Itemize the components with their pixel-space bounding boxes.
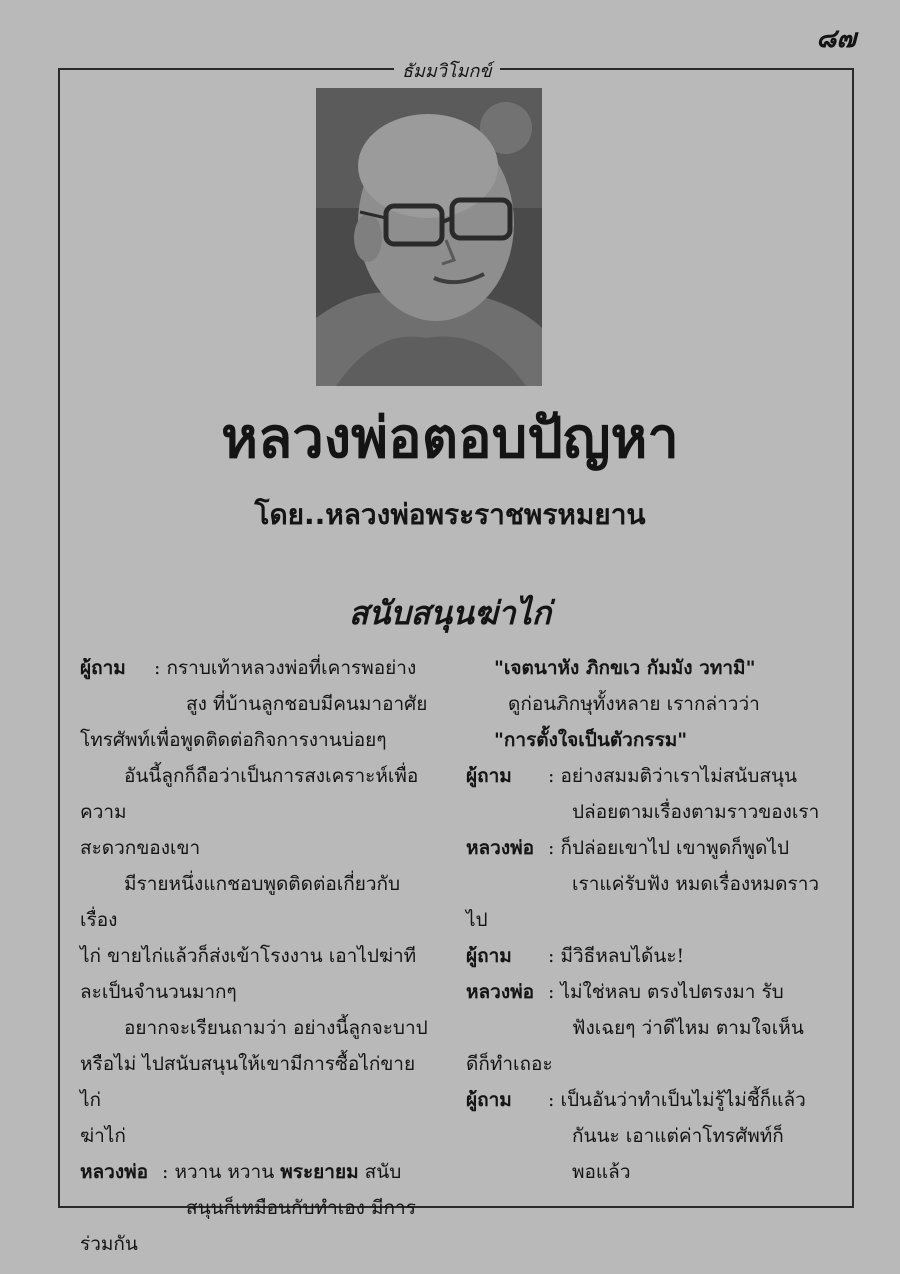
text-line: อยากจะเรียนถามว่า อย่างนี้ลูกจะบาป — [124, 1017, 428, 1039]
text-line: อย่างสมมติว่าเราไม่สนับสนุน — [560, 765, 797, 787]
speaker-label: ผู้ถาม — [80, 657, 126, 679]
text-line: ปล่อยตามเรื่องตามราวของเรา — [572, 801, 820, 823]
text-line: อันนี้ลูกก็ถือว่าเป็นการสงเคราะห์เพื่อความ — [80, 765, 419, 823]
text-line: ฆ่าไก่ — [80, 1125, 126, 1147]
text-line: ไม่ใช่หลบ ตรงไปตรงมา รับ — [560, 981, 784, 1003]
quote-translation: ดูก่อนภิกษุทั้งหลาย เรากล่าวว่า — [508, 693, 760, 715]
text-line: เราแค่รับฟัง หมดเรื่องหมดราว — [572, 873, 820, 895]
speaker-label: หลวงพ่อ — [466, 981, 535, 1003]
text-line: ดีก็ทำเถอะ — [466, 1053, 553, 1075]
reply-3 — [466, 974, 826, 1010]
byline: โดย..หลวงพ่อพระราชพรหมยาน — [254, 498, 646, 531]
text-line: ฟังเฉยๆ ว่าดีไหม ตามใจเห็น — [572, 1017, 804, 1039]
speaker-label: ผู้ถาม — [466, 1089, 512, 1111]
speaker-label: ผู้ถาม — [466, 945, 512, 967]
right-column — [466, 650, 826, 1190]
text-line: กราบเท้าหลวงพ่อที่เคารพอย่าง — [166, 657, 417, 679]
text-line: ไก่ ขายไก่แล้วก็ส่งเข้าโรงงาน เอาไปฆ่าที — [80, 945, 417, 967]
colon: : — [162, 1161, 169, 1183]
text-line: ก็ปล่อยเขาไป เขาพูดก็พูดไป — [560, 837, 790, 859]
pali-quote: "เจตนาหัง ภิกขเว กัมมัง วทามิ" — [494, 657, 756, 679]
monk-portrait-image — [316, 88, 542, 386]
text-line: สะดวกของเขา — [80, 837, 201, 859]
text-line: ละเป็นจำนวนมากๆ — [80, 981, 237, 1003]
colon: : — [548, 945, 555, 967]
speaker-label: หลวงพ่อ — [466, 837, 535, 859]
colon: : — [154, 657, 161, 679]
text-line: หรือไม่ ไปสนับสนุนให้เขามีการซื้อไก่ขายไก่ — [80, 1053, 416, 1111]
header-label: ธัมมวิโมกข์ — [394, 56, 500, 85]
colon: : — [548, 1089, 555, 1111]
text-line: เป็นอันว่าทำเป็นไม่รู้ไม่ชี้ก็แล้ว — [560, 1089, 806, 1111]
speaker-label: หลวงพ่อ — [80, 1161, 149, 1183]
text-line: มีรายหนึ่งแกชอบพูดติดต่อเกี่ยวกับเรื่อง — [80, 873, 401, 931]
text-line: มีวิธีหลบได้นะ! — [560, 945, 685, 967]
emphasis-text: พระยายม — [280, 1161, 359, 1183]
reply-1 — [80, 1154, 436, 1190]
question-3 — [466, 938, 826, 974]
text-line: สนุนก็เหมือนกับทำเอง มีการ — [186, 1197, 416, 1219]
left-column — [80, 650, 436, 1262]
colon: : — [548, 837, 555, 859]
colon: : — [548, 981, 555, 1003]
reply-2 — [466, 830, 826, 866]
question-1 — [80, 650, 436, 686]
text-segment: สนับ — [358, 1161, 402, 1183]
question-4 — [466, 1082, 826, 1118]
quote-conclusion: "การตั้งใจเป็นตัวกรรม" — [494, 729, 688, 751]
colon: : — [548, 765, 555, 787]
question-2 — [466, 758, 826, 794]
text-segment: หวาน หวาน — [174, 1161, 281, 1183]
text-line: โทรศัพท์เพื่อพูดติดต่อกิจการงานบ่อยๆ — [80, 729, 387, 751]
main-title: หลวงพ่อตอบปัญหา — [221, 406, 679, 471]
portrait-photo — [316, 88, 542, 386]
text-line: สูง ที่บ้านลูกชอบมีคนมาอาศัย — [186, 693, 428, 715]
page-number: ๘๗ — [816, 24, 856, 54]
text-line: ร่วมกัน — [80, 1233, 138, 1255]
section-title: สนับสนุนฆ่าไก่ — [348, 594, 552, 632]
text-line: กันนะ เอาแต่ค่าโทรศัพท์ก็พอแล้ว — [572, 1125, 784, 1183]
speaker-label: ผู้ถาม — [466, 765, 512, 787]
text-line: ไป — [466, 909, 488, 931]
